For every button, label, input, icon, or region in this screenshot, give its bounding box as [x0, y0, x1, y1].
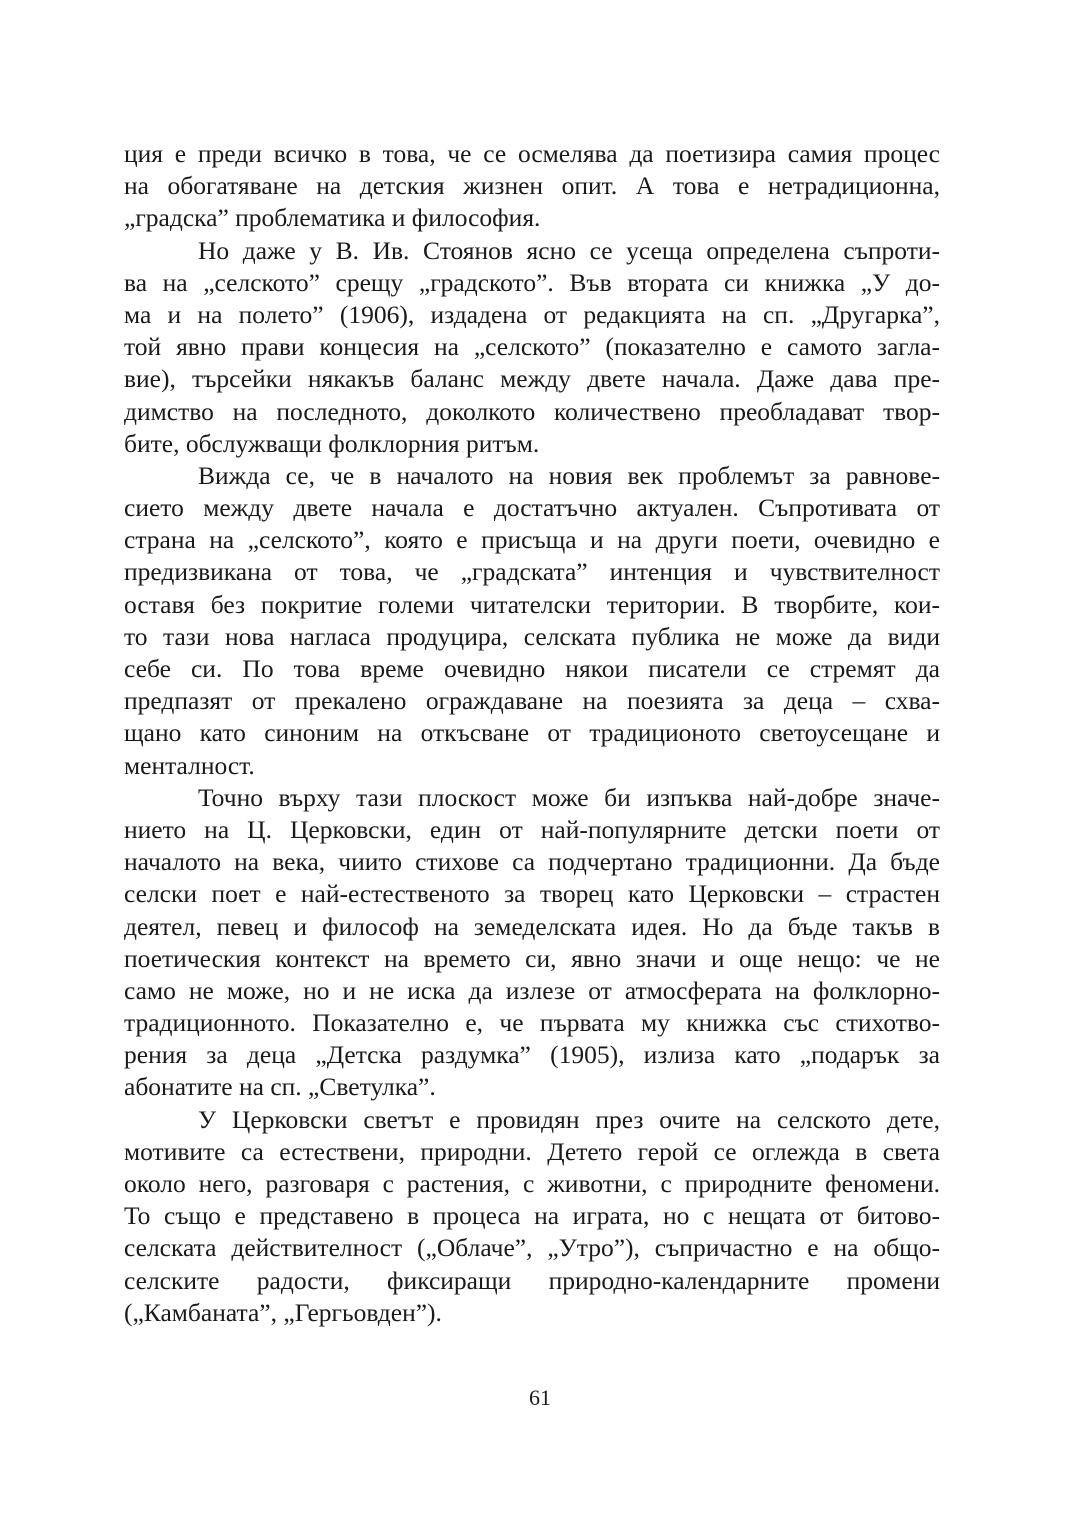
- text-line: себе си. По това време очевидно някои писатели се стремят да: [124, 654, 940, 683]
- paragraph: [124, 235, 940, 460]
- text-line: само не може, но и не иска да излезе от атмосферата на фолклорно-: [124, 975, 940, 1005]
- text-line: на обогатяване на детския жизнен опит. А това е нетрадиционна,: [124, 171, 940, 201]
- text-line: рения за деца „Детска раздумка” (1905), излиза като „подарък за: [124, 1040, 940, 1070]
- page-number: 61: [529, 1385, 551, 1410]
- text-line: сието между двете начала е достатъчно актуален. Съпротивата от: [124, 493, 940, 523]
- text-line: предизвикана от това, че „градската” интенция и чувствителност: [124, 557, 940, 587]
- text-line: той явно прави концесия на „селското” (показателно е самото загла-: [124, 332, 940, 362]
- text-line: страна на „селското”, която е присъща и на други поети, очевидно е: [124, 525, 940, 555]
- text-line: началото на века, чиито стихове са подчертано традиционни. Да бъде: [124, 847, 940, 877]
- text-line: поетическия контекст на времето си, явно значи и още нещо: че не: [124, 943, 940, 973]
- text-line: селската действителност („Облаче”, „Утро”), съпричастно е на общо-: [124, 1233, 940, 1263]
- text-line: Вижда се, че в началото на новия век проблемът за равнове-: [198, 460, 940, 490]
- paragraph: [124, 782, 940, 1104]
- text-line: мотивите са естествени, природни. Детето герой се оглежда в света: [124, 1136, 940, 1166]
- text-line: то тази нова нагласа продуцира, селската публика не може да види: [124, 621, 940, 651]
- text-line: Точно върху тази плоскост може би изпъква най-добре значе-: [198, 782, 940, 812]
- text-line: ва на „селското” срещу „градското”. Във втората си книжка „У до-: [124, 267, 940, 297]
- text-line: Но даже у В. Ив. Стоянов ясно се усеща определена съпроти-: [198, 235, 940, 265]
- text-line: предпазят от прекалено ограждаване на поезията за деца – схва-: [124, 686, 940, 716]
- text-line: („Камбаната”, „Гергьовден”).: [124, 1297, 442, 1327]
- text-line: бите, обслужващи фолклорния ритъм.: [124, 428, 540, 458]
- text-line: абонатите на сп. „Светулка”.: [124, 1072, 436, 1102]
- text-line: ма и на полето” (1906), издадена от редакцията на сп. „Другарка”,: [124, 299, 940, 329]
- body-text: [124, 138, 940, 1329]
- text-line: „градска” проблематика и философия.: [124, 203, 541, 233]
- text-line: ция е преди всичко в това, че се осмелява да поетизира самия процес: [124, 139, 940, 168]
- text-line: димство на последното, доколкото количествено преобладават твор-: [124, 396, 940, 426]
- text-line: селски поет е най-естественото за творец като Церковски – страстен: [124, 879, 940, 909]
- paragraph: [124, 1104, 940, 1329]
- text-line: У Церковски светът е провидян през очите на селското дете,: [198, 1104, 940, 1134]
- text-line: менталност.: [124, 750, 255, 780]
- text-line: деятел, певец и философ на земеделската идея. Но да бъде такъв в: [124, 911, 940, 941]
- text-line: оставя без покритие големи читателски територии. В творбите, кои-: [124, 589, 940, 619]
- text-line: вие), търсейки някакъв баланс между двете начала. Даже дава пре-: [124, 364, 940, 394]
- text-line: около него, разговаря с растения, с животни, с природните феномени.: [124, 1169, 940, 1198]
- text-line: традиционното. Показателно е, че първата му книжка със стихотво-: [124, 1008, 940, 1038]
- paragraph: [124, 460, 940, 782]
- text-line: нието на Ц. Церковски, един от най-популярните детски поети от: [124, 814, 940, 844]
- paragraph: [124, 138, 940, 235]
- text-line: селските радости, фиксиращи природно-календарните промени: [124, 1265, 940, 1295]
- text-line: щано като синоним на откъсване от традиционото светоусещане и: [124, 718, 940, 748]
- text-line: То също е представено в процеса на играта, но с нещата от битово-: [124, 1201, 940, 1231]
